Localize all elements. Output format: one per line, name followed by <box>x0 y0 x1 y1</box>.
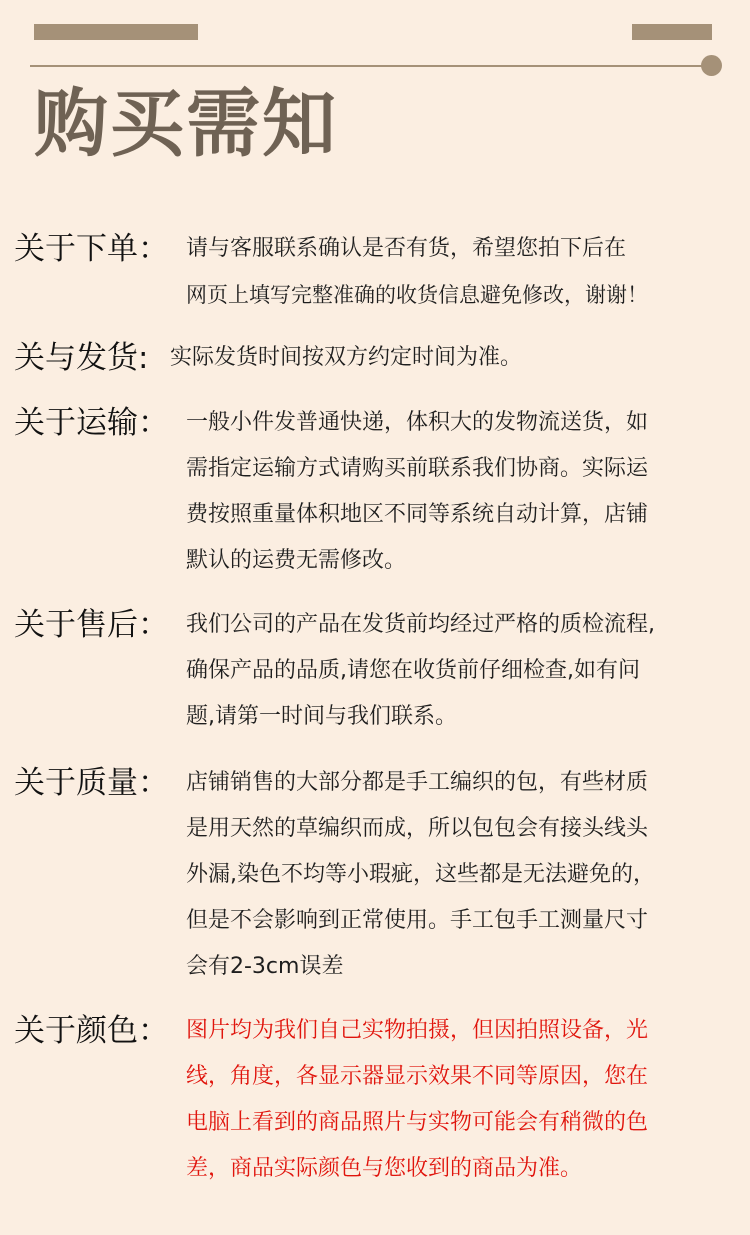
section-label: 关于质量： <box>14 765 169 801</box>
body-line: 会有2-3cm误差 <box>186 954 344 979</box>
body-line: 费按照重量体积地区不同等系统自动计算，店铺 <box>186 502 649 527</box>
section-transport <box>14 400 750 584</box>
body-line: 图片均为我们自己实物拍摄，但因拍照设备，光 <box>186 1018 649 1043</box>
section-body <box>186 400 648 584</box>
body-line: 实际发货时间按双方约定时间为准。 <box>170 345 523 370</box>
section-body <box>186 602 655 740</box>
section-label: 关与发货: <box>14 340 149 376</box>
section-label: 关于售后： <box>14 607 169 643</box>
section-body <box>186 760 655 990</box>
body-line: 店铺销售的大部分都是手工编织的包，有些材质 <box>186 770 649 795</box>
body-line: 我们公司的产品在发货前均经过严格的质检流程, <box>186 612 655 637</box>
section-quality <box>14 760 750 990</box>
decorative-bar-left <box>34 24 198 40</box>
body-line: 差，商品实际颜色与您收到的商品为准。 <box>186 1156 583 1181</box>
page-title: 购买需知 <box>34 81 338 167</box>
body-line: 是用天然的草编织而成，所以包包会有接头线头 <box>186 816 649 841</box>
body-line: 但是不会影响到正常使用。手工包手工测量尺寸 <box>186 908 649 933</box>
section-label: 关于颜色： <box>14 1013 169 1049</box>
body-line: 需指定运输方式请购买前联系我们协商。实际运 <box>186 456 649 481</box>
section-color <box>14 1008 750 1192</box>
body-line: 外漏,染色不均等小瑕疵，这些都是无法避免的， <box>186 862 655 887</box>
section-ordering <box>14 226 750 318</box>
section-label: 关于运输： <box>14 405 169 441</box>
body-line: 一般小件发普通快递，体积大的发物流送货，如 <box>186 410 649 435</box>
body-line: 默认的运费无需修改。 <box>186 548 407 573</box>
section-body <box>170 335 522 381</box>
decorative-bar-right <box>632 24 712 40</box>
section-shipping <box>14 335 750 381</box>
body-line: 题,请第一时间与我们联系。 <box>186 704 457 729</box>
section-body <box>186 1008 648 1192</box>
section-after-sales <box>14 602 750 740</box>
decorative-divider <box>30 65 706 67</box>
section-body <box>186 226 648 318</box>
body-line: 网页上填写完整准确的收货信息避免修改，谢谢！ <box>186 283 648 307</box>
section-label: 关于下单： <box>14 231 169 267</box>
body-line: 确保产品的品质,请您在收货前仔细检查,如有问 <box>186 658 640 683</box>
decorative-dot <box>701 55 722 76</box>
body-line: 电脑上看到的商品照片与实物可能会有稍微的色 <box>186 1110 649 1135</box>
body-line: 请与客服联系确认是否有货，希望您拍下后在 <box>186 236 627 261</box>
body-line: 线，角度，各显示器显示效果不同等原因，您在 <box>186 1064 649 1089</box>
